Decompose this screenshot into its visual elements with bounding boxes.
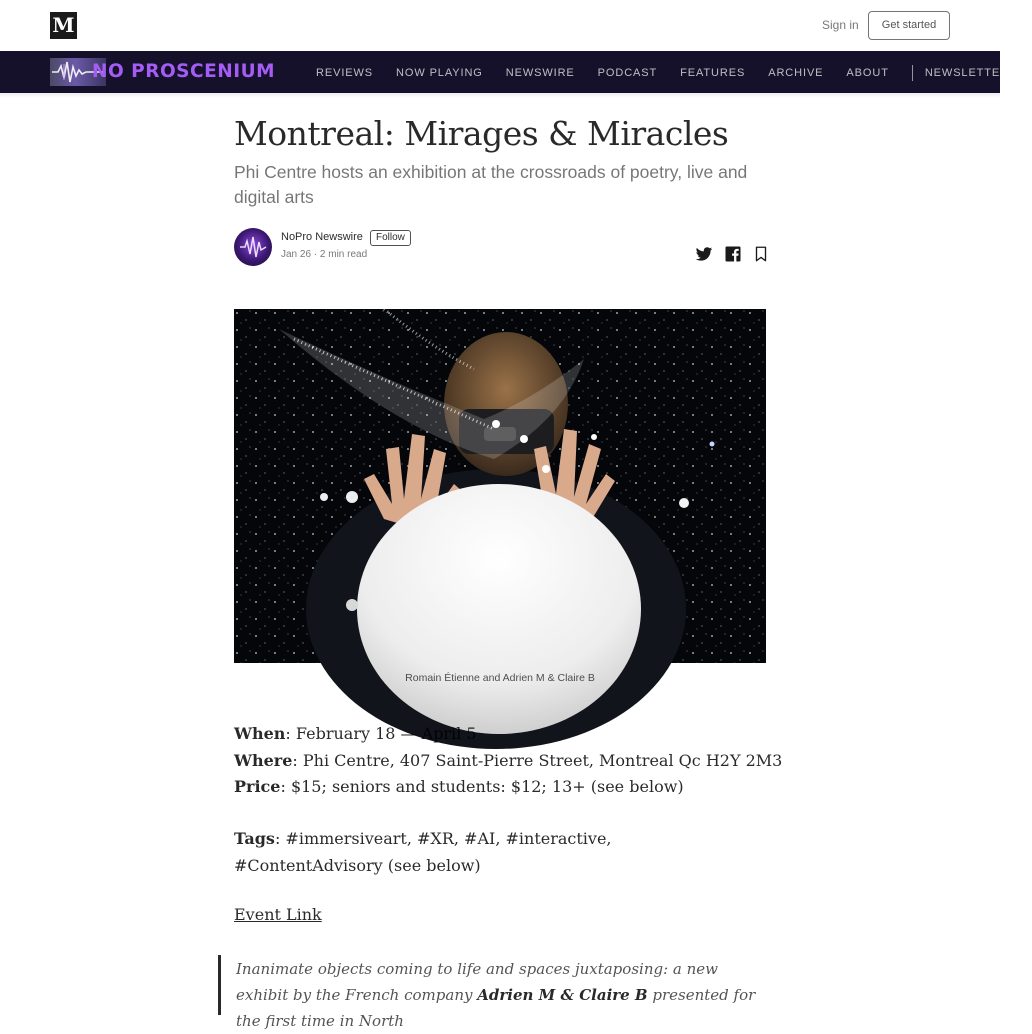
article-title: Montreal: Mirages & Miracles [234,114,729,153]
publication-name: NO PROSCENIUM [92,61,276,82]
quote-text-2: presented for the first time in North [236,986,756,1030]
author-name[interactable]: NoPro Newswire [281,231,363,243]
get-started-button[interactable]: Get started [868,11,950,40]
article-subtitle: Phi Centre hosts an exhibition at the crossroads of poetry, live and digital arts [234,162,748,207]
detail-price-label: Price [234,777,281,796]
medium-logo[interactable]: M [50,12,77,39]
author-avatar[interactable] [234,228,272,266]
detail-price [234,774,782,801]
site-header [0,0,1000,50]
quote-text-1: Inanimate objects coming to life and spaces juxtaposing: a new exhibit by the French company [236,960,718,1004]
quote-company: Adrien M & Claire B [477,986,648,1004]
tags-label: Tags [234,829,275,848]
twitter-icon[interactable] [695,245,713,263]
nav-item-about[interactable]: ABOUT [846,67,889,79]
facebook-icon[interactable] [724,245,742,263]
nav-divider [912,65,913,81]
nav-item-archive[interactable]: ARCHIVE [768,67,824,79]
detail-where [234,748,782,775]
tags-paragraph [234,826,754,879]
detail-when-label: When [234,724,286,743]
event-details [234,721,782,801]
publication-nav [0,51,1010,93]
nav-menu [316,65,1032,81]
tags-value: : #immersiveart, #XR, #AI, #interactive, #ContentAdvisory (see below) [234,829,612,875]
nav-item-reviews[interactable]: REVIEWS [316,67,374,79]
nav-item-features[interactable]: FEATURES [680,67,746,79]
nav-item-newsletter[interactable]: NEWSLETTER [924,67,1010,79]
article-meta: Jan 26 · 2 min read [281,249,368,260]
nav-item-now-playing[interactable]: NOW PLAYING [396,67,483,79]
nav-item-podcast[interactable]: PODCAST [597,67,658,79]
pull-quote [236,956,766,1034]
publication-logo[interactable] [50,58,274,86]
follow-button[interactable]: Follow [370,230,411,246]
detail-when [234,721,782,748]
detail-where-value: : Phi Centre, 407 Saint-Pierre Street, Montreal Qc H2Y 2M3 [292,750,783,770]
hero-image [234,309,766,663]
detail-when-value: : February 18 — April 5 [285,724,477,743]
image-caption: Romain Étienne and Adrien M & Claire B [405,672,595,684]
quote-bar [218,955,221,1015]
bookmark-icon[interactable] [752,245,770,263]
event-link[interactable]: Event Link [234,905,322,924]
nav-item-newswire[interactable]: NEWSWIRE [505,67,575,79]
detail-price-value: : $15; seniors and students: $12; 13+ (see below) [280,777,684,796]
detail-where-label: Where [234,750,293,770]
nav-shadow [0,93,1000,98]
sign-in-link[interactable]: Sign in [822,18,859,32]
